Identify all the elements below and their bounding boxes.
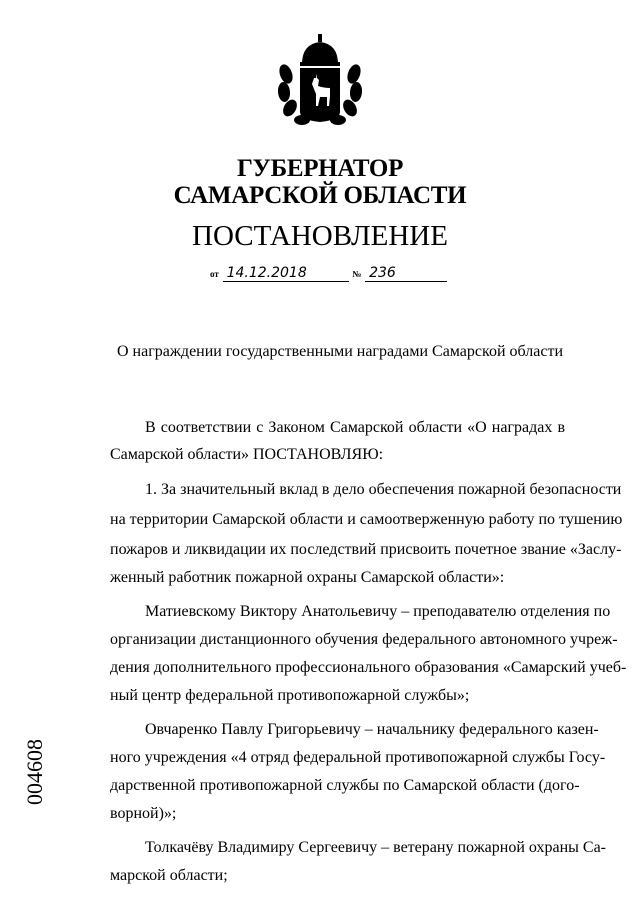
body-text-line: дарственной противопожарной службы по Самарской области (дого- xyxy=(110,777,580,794)
date-prefix: от xyxy=(210,269,219,279)
body-text-line: Овчаренко Павлу Григорьевичу – начальнику федерального казен- xyxy=(145,721,599,738)
body-text-line: организации дистанционного обучения федерального автономного учреж- xyxy=(110,631,618,648)
body-text-line: дения дополнительного профессионального образования «Самарский учеб- xyxy=(110,659,627,676)
coat-of-arms-emblem xyxy=(272,34,368,130)
body-text-line: ного учреждения «4 отряд федеральной противопожарной службы Госу- xyxy=(110,749,606,766)
body-text-line: 1. За значительный вклад в дело обеспечения пожарной безопасности xyxy=(145,481,622,498)
number-prefix: № xyxy=(352,269,362,279)
body-text-line: пожаров и ликвидации их последствий присвоить почетное звание «Заслу- xyxy=(110,541,622,558)
date-number-line xyxy=(210,265,447,282)
body-text-line: ворной)»; xyxy=(110,805,177,822)
body-text-line: женный работник пожарной охраны Самарской области»: xyxy=(110,569,505,586)
document-date: 14.12.2018 xyxy=(223,265,349,282)
body-text-line: Самарской области» ПОСТАНОВЛЯЮ: xyxy=(110,446,384,463)
body-text-line: на территории Самарской области и самоотверженную работу по тушению xyxy=(110,511,623,528)
margin-stamp-number: 004608 xyxy=(22,739,47,805)
document-subject: О награждении государственными наградами Самарской области xyxy=(116,343,564,360)
body-text-line: В соответствии с Законом Самарской области «О наградах в xyxy=(145,419,565,436)
body-text-line: ный центр федеральной противопожарной службы»; xyxy=(110,687,470,704)
document-type: ПОСТАНОВЛЕНИЕ xyxy=(192,220,448,252)
body-text-line: Толкачёву Владимиру Сергеевичу – ветерану пожарной охраны Са- xyxy=(145,839,606,856)
body-text-line: марской области; xyxy=(110,867,228,884)
document-number: 236 xyxy=(365,265,447,282)
issuer-title-line2: САМАРСКОЙ ОБЛАСТИ xyxy=(173,182,467,209)
body-text-line: Матиевскому Виктору Анатольевичу – преподавателю отделения по xyxy=(145,603,611,620)
issuer-title-line1: ГУБЕРНАТОР xyxy=(236,155,404,182)
